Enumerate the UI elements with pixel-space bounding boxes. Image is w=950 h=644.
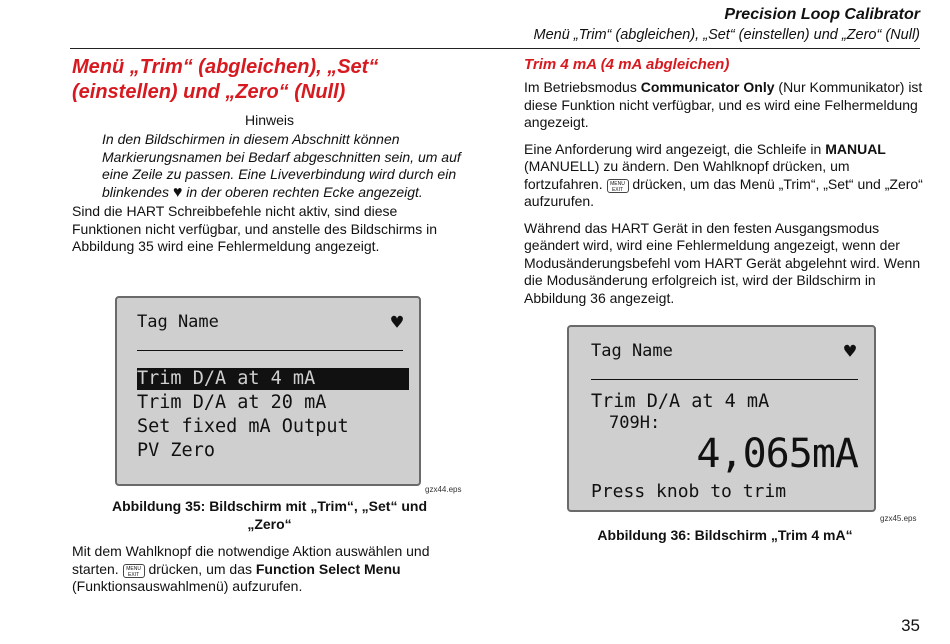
menu-exit-key-icon xyxy=(607,179,629,193)
paragraph-select-knob xyxy=(72,543,467,596)
figure-36-caption: Abbildung 36: Bildschirm „Trim 4 mA“ xyxy=(597,527,853,543)
figure-35-caption-line2: „Zero“ xyxy=(247,516,292,532)
left-column xyxy=(72,55,467,256)
lcd-trim-line: Trim D/A at 4 mA xyxy=(591,391,770,412)
exit-key-label: EXIT xyxy=(128,571,140,578)
figure-36-file: gzx45.eps xyxy=(880,514,917,523)
lcd-screen-36 xyxy=(567,325,876,512)
paragraph-select-knob-b: drücken, um das xyxy=(148,560,252,577)
right-column xyxy=(524,55,924,307)
paragraph-hart-write: Sind die HART Schreibbefehle nicht aktiv, sind diese Funktionen nicht verfügbar, und anstelle des Bildschirms in Abbildung 35 wird eine Fehlermeldung angezeigt. xyxy=(72,203,437,254)
section-heading xyxy=(72,55,467,105)
menu-exit-key-icon xyxy=(123,564,145,578)
p2-text-b: (MANUELL) zu ändern. Den Wahlknopf drücken, um fortzufahren. xyxy=(524,158,850,192)
lcd-divider xyxy=(591,379,858,380)
menu-item-pv-zero: PV Zero xyxy=(137,440,215,461)
p2-text-c: drücken, um das Menü „Trim“, „Set“ und „Zero“ aufzurufen. xyxy=(524,175,923,209)
menu-item-set-fixed: Set fixed mA Output xyxy=(137,416,349,437)
note-text-b: in der oberen rechten Ecke angezeigt. xyxy=(186,183,423,200)
lcd-divider xyxy=(137,350,403,351)
paragraph-communicator-only xyxy=(524,79,924,132)
heart-icon: ♥ xyxy=(843,339,856,363)
p1-text-a: Im Betriebsmodus xyxy=(524,79,637,95)
header-subtitle: Menü „Trim“ (abgleichen), „Set“ (einstellen) und „Zero“ (Null) xyxy=(533,27,920,43)
menu-key-label: MENU xyxy=(126,565,141,572)
p1-text-b: (Nur Kommunikator) ist diese Funktion nicht verfügbar, und es wird eine Felhermeldung angezeigt. xyxy=(524,79,923,130)
exit-key-label: EXIT xyxy=(611,186,624,193)
p2-text-a: Eine Anforderung wird angezeigt, die Schleife in xyxy=(524,140,822,157)
lcd-screen-35 xyxy=(115,296,421,486)
figure-35-caption-line1: Abbildung 35: Bildschirm mit „Trim“, „Set“ und xyxy=(111,498,428,514)
heart-icon: ♥ xyxy=(172,183,183,201)
section-heading-line2: (einstellen) und „Zero“ (Null) xyxy=(72,81,346,103)
figure-35-caption xyxy=(72,497,467,533)
lcd-device-label: 709H: xyxy=(609,413,661,433)
lcd-prompt: Press knob to trim xyxy=(591,481,787,502)
header-title: Precision Loop Calibrator xyxy=(724,6,920,23)
note-text-a: In den Bildschirmen in diesem Abschnitt können Markierungsnamen bei Bedarf abgeschnitten sein, um auf eine Zeile zu passen. Eine Liveverbindung wird durch ein blinkendes xyxy=(102,131,461,200)
paragraph-mode-change: Während das HART Gerät in den festen Ausgangsmodus geändert wird, wird eine Fehlermeldung angezeigt, wenn der Modusänderungsbefehl vom HART Gerät abgelehnt wird. Wenn die Modusänderung erfolgreich ist, wird der Bildschirm in Abbildung 36 angezeigt. xyxy=(524,219,921,306)
paragraph-select-knob-c: (Funktionsauswahlmenü) aufzurufen. xyxy=(72,578,303,594)
trim-4ma-heading: Trim 4 mA (4 mA abgleichen) xyxy=(524,56,730,73)
note-text xyxy=(102,131,467,201)
figure-35-file: gzx44.eps xyxy=(425,485,462,494)
menu-key-label: MENU xyxy=(610,180,625,187)
header-divider xyxy=(70,48,920,49)
lcd-tag-name: Tag Name xyxy=(137,312,219,332)
lcd-tag-name: Tag Name xyxy=(591,341,673,361)
section-heading-line1: Menü „Trim“ (abgleichen), „Set“ xyxy=(72,56,379,78)
heart-icon: ♥ xyxy=(390,310,403,334)
menu-item-trim-20ma: Trim D/A at 20 mA xyxy=(137,392,327,413)
manual-label: MANUAL xyxy=(825,140,886,157)
function-select-menu-label: Function Select Menu xyxy=(255,560,401,577)
lcd-measured-value: 4,065mA xyxy=(696,431,858,477)
note-title: Hinweis xyxy=(244,112,294,128)
page-number: 35 xyxy=(901,616,920,635)
paragraph-select-knob-a: Mit dem Wahlknopf die notwendige Aktion auswählen und starten. xyxy=(72,543,430,577)
menu-item-trim-4ma: Trim D/A at 4 mA xyxy=(137,368,409,390)
paragraph-manual-request xyxy=(524,141,924,211)
communicator-only-label: Communicator Only xyxy=(640,79,775,95)
